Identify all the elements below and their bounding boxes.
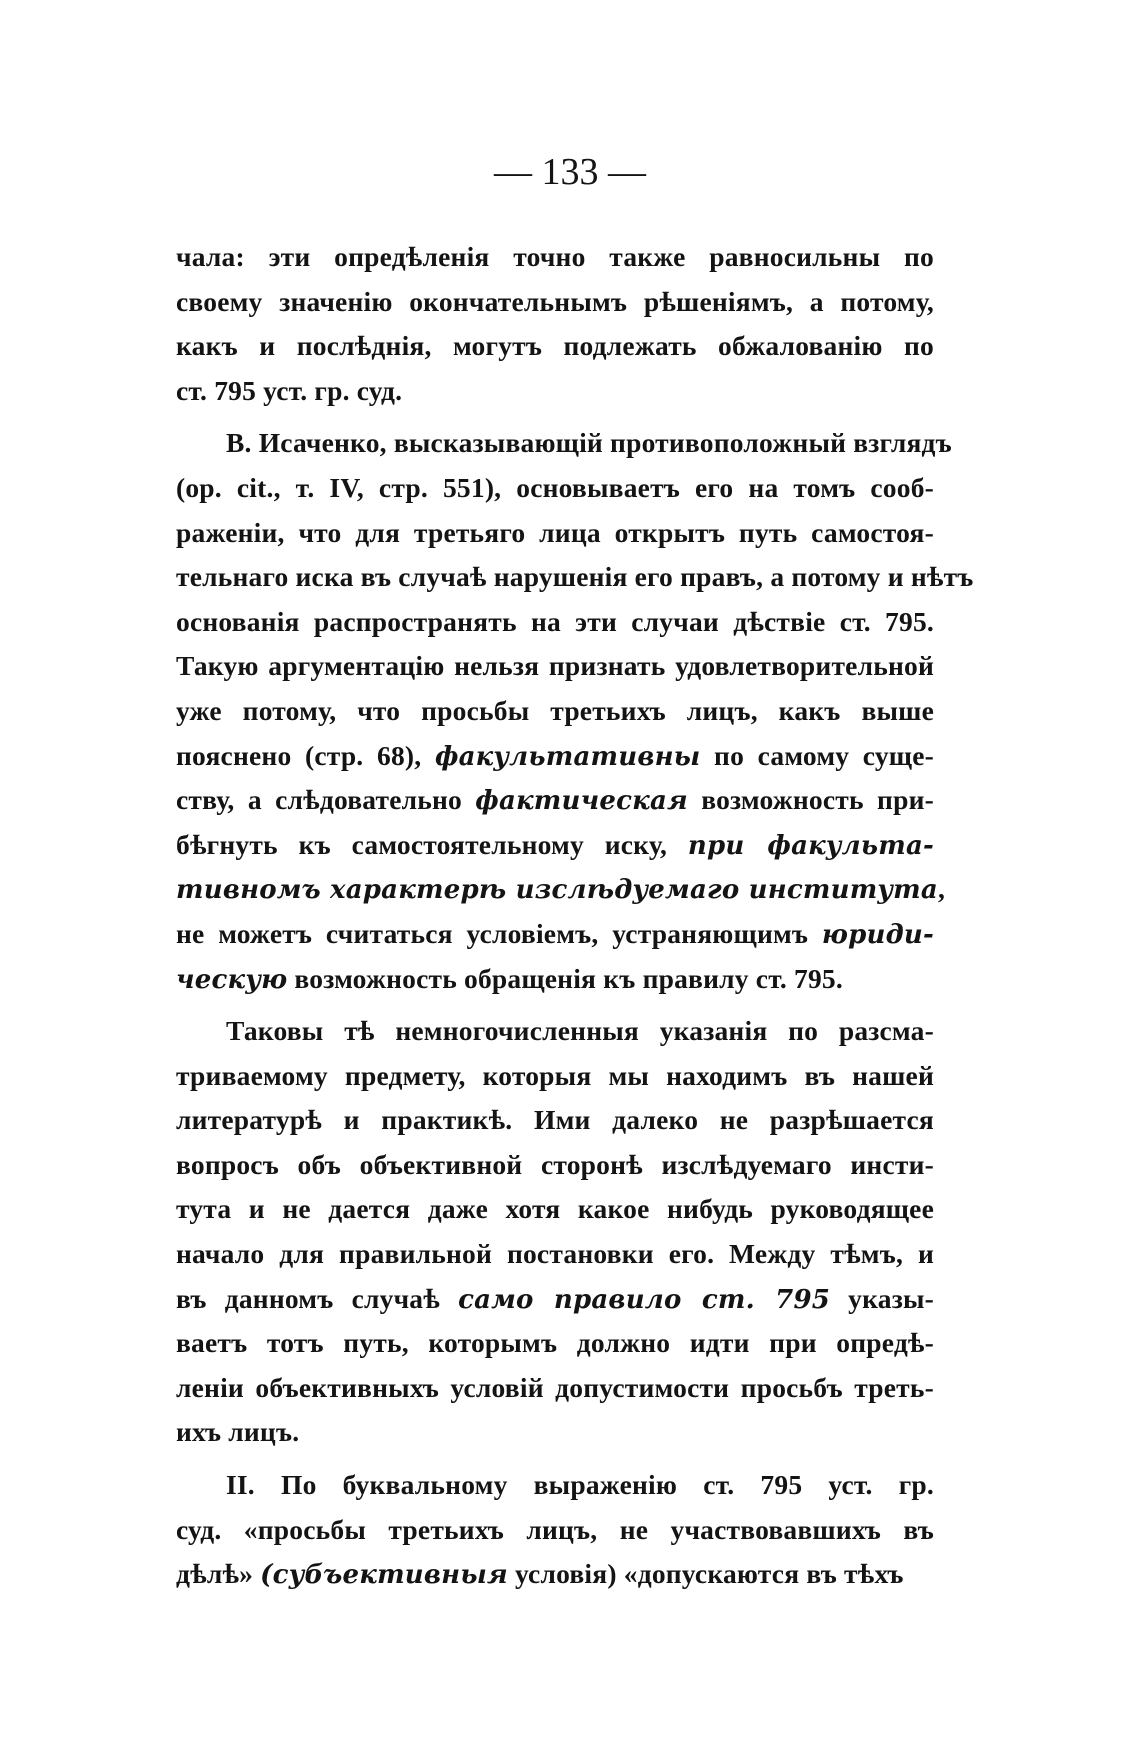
page-number: — 133 —: [494, 151, 646, 193]
text-line: [176, 689, 934, 734]
paragraph-gap: [176, 1455, 934, 1463]
text-line: [176, 867, 946, 912]
text-line: [176, 1098, 934, 1143]
text-run: уже потому, что просьбы третьихъ лицъ, какъ выше: [176, 694, 934, 726]
text-run: триваемому предмету, которыя мы находимъ въ нашей: [176, 1059, 934, 1091]
paragraph: [176, 235, 934, 413]
text-line: [176, 421, 952, 466]
text-line: [176, 1366, 934, 1411]
paragraph: [176, 1463, 934, 1597]
text-line: [176, 511, 934, 556]
paragraph: [176, 1009, 934, 1455]
text-line: [176, 235, 934, 280]
text-line: [176, 324, 934, 369]
text-line: [176, 1187, 934, 1232]
text-line: [176, 1552, 934, 1597]
italic-emphasis: при факульта-: [687, 830, 934, 861]
text-run: указы-: [830, 1282, 934, 1314]
text-run: бѣгнуть къ самостоятельному иску,: [176, 828, 688, 860]
text-line: [176, 778, 934, 823]
body-text: [176, 235, 974, 1597]
text-run: ихъ лицъ.: [176, 1416, 300, 1448]
text-run: ваетъ тотъ путь, которымъ должно идти при опредѣ-: [176, 1327, 934, 1359]
italic-emphasis: (субъективныя: [260, 1560, 508, 1591]
text-run: II. По буквальному выраженію ст. 795 уст. гр.: [226, 1469, 934, 1501]
text-run: суд. «просьбы третьихъ лицъ, не участвовавшихъ въ: [176, 1513, 934, 1545]
paragraph-gap: [176, 1001, 934, 1009]
text-run: ст. 795 уст. гр. суд.: [176, 374, 403, 406]
text-line: [176, 1143, 934, 1188]
text-line: [176, 1232, 934, 1277]
text-line: [176, 1410, 934, 1455]
text-run: какъ и послѣднія, могутъ подлежать обжалованію по: [176, 330, 934, 362]
text-line: [176, 555, 974, 600]
text-run: въ данномъ случаѣ: [176, 1282, 459, 1314]
text-run: пояснено (стр. 68),: [176, 739, 435, 771]
text-line: [176, 957, 934, 1002]
text-line: [176, 1009, 934, 1054]
italic-emphasis: юриди-: [821, 919, 934, 950]
text-line: [176, 644, 934, 689]
text-line: [176, 280, 934, 325]
text-run: возможность при-: [687, 784, 934, 816]
text-line: [176, 1463, 934, 1508]
italic-emphasis: факультативны: [434, 741, 701, 772]
text-run: (op. cit., т. IV, стр. 551), основываетъ его на томъ сооб-: [176, 471, 934, 503]
text-run: леніи объективныхъ условій допустимости просьбъ треть-: [176, 1371, 934, 1403]
text-run: основанія распространять на эти случаи дѣствіе ст. 795.: [176, 605, 934, 637]
text-run: своему значенію окончательнымъ рѣшеніямъ, а потому,: [176, 285, 934, 317]
text-line: [176, 1277, 934, 1322]
text-run: ству, а слѣдовательно: [176, 784, 476, 816]
italic-emphasis: само правило ст. 795: [458, 1284, 831, 1315]
text-run: тута и не дается даже хотя какое нибудь руководящее: [176, 1193, 934, 1225]
text-line: [176, 912, 934, 957]
text-line: [176, 823, 934, 868]
text-run: по самому суще-: [700, 739, 934, 771]
text-run: Такую аргументацію нельзя признать удовлетворительной: [176, 650, 934, 682]
text-run: тельнаго иска въ случаѣ нарушенія его правъ, а потому и нѣтъ: [176, 561, 974, 593]
text-run: литературѣ и практикѣ. Ими далеко не разрѣшается: [176, 1104, 934, 1136]
text-run: ,: [937, 873, 946, 905]
text-line: [176, 1321, 934, 1366]
paragraph: [176, 421, 974, 1001]
text-run: возможность обращенія къ правилу ст. 795.: [287, 962, 843, 994]
text-run: раженіи, что для третьяго лица открытъ путь самостоя-: [176, 516, 934, 548]
text-line: [176, 1508, 934, 1553]
text-run: условія) «допускаются въ тѣхъ: [507, 1558, 904, 1590]
italic-emphasis: ческую: [176, 964, 288, 995]
text-run: В. Исаченко, высказывающій противоположный взглядъ: [226, 427, 952, 459]
italic-emphasis: фактическая: [475, 786, 688, 817]
paragraph-gap: [176, 413, 934, 421]
text-run: чала: эти опредѣленія точно также равносильны по: [176, 241, 934, 272]
text-run: дѣлѣ»: [176, 1558, 261, 1590]
text-line: [176, 369, 934, 414]
text-run: вопросъ объ объективной сторонѣ изслѣдуемаго инсти-: [176, 1148, 934, 1180]
text-run: Таковы тѣ немногочисленныя указанія по разсма-: [226, 1015, 934, 1047]
text-line: [176, 600, 934, 645]
text-line: [176, 1054, 934, 1099]
text-run: начало для правильной постановки его. Между тѣмъ, и: [176, 1238, 934, 1270]
text-run: не можетъ считаться условіемъ, устраняющимъ: [176, 917, 822, 949]
text-line: [176, 734, 934, 779]
text-line: [176, 466, 934, 511]
italic-emphasis: тивномъ характерѣ изслѣдуемаго института: [176, 875, 938, 906]
